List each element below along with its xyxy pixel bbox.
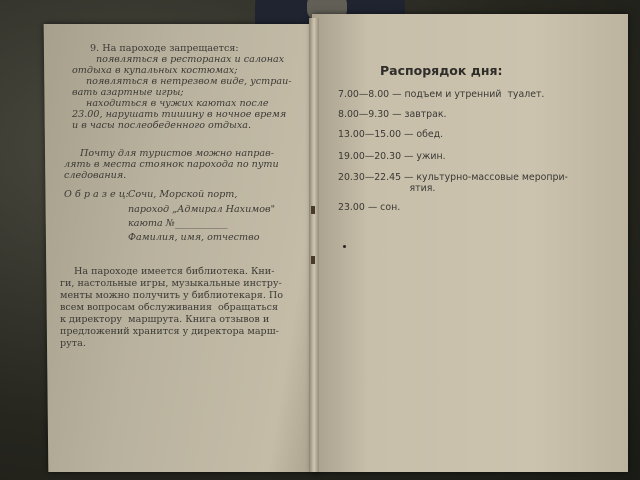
paper-speck — [343, 245, 346, 248]
rule-9-line: 9. На пароходе запрещается: — [90, 43, 239, 54]
schedule-row: 8.00—9.30 — завтрак. — [338, 109, 447, 120]
rule-9-line: появляться в нетрезвом виде, устраи- — [86, 76, 292, 87]
staple-bottom — [311, 256, 315, 264]
schedule-row: 19.00—20.30 — ужин. — [338, 151, 446, 162]
schedule-row: 13.00—15.00 — обед. — [338, 129, 444, 140]
library-line: рута. — [60, 338, 86, 349]
rule-9-line: отдыха в купальных костюмах; — [72, 65, 238, 76]
mail-line: Почту для туристов можно направ- — [80, 148, 274, 159]
sample-line: Сочи, Морской порт, — [128, 189, 238, 200]
sample-line: каюта №___________ — [128, 218, 228, 229]
rule-9-line: появляться в ресторанах и салонах — [96, 54, 285, 65]
rule-9-line: вать азартные игры; — [72, 87, 184, 98]
schedule-row: 7.00—8.00 — подъем и утренний туалет. — [338, 89, 545, 100]
schedule-heading: Распорядок дня: — [380, 63, 503, 78]
schedule-row: 20.30—22.45 — культурно-массовые меропри- ятия. — [338, 172, 568, 194]
rule-9-line: и в часы послеобеденного отдыха. — [72, 120, 252, 131]
rule-9-line: 23.00, нарушать тишину в ночное время — [72, 109, 287, 120]
booklet-spine — [309, 18, 319, 472]
library-line: предложений хранится у директора марш- — [60, 326, 279, 337]
mail-line: следования. — [64, 170, 127, 181]
library-line: менты можно получить у библиотекаря. По — [60, 290, 284, 301]
library-line: ги, настольные игры, музыкальные инстру- — [60, 278, 282, 289]
library-line: На пароходе имеется библиотека. Кни- — [74, 266, 275, 277]
sample-line: Фамилия, имя, отчество — [128, 232, 260, 243]
schedule-row: 23.00 — сон. — [338, 202, 401, 213]
rule-9-line: находиться в чужих каютах после — [86, 98, 269, 109]
library-line: всем вопросам обслуживания обращаться — [60, 302, 279, 313]
staple-top — [311, 206, 315, 214]
mail-line: лять в места стоянок парохода по пути — [64, 159, 279, 170]
sample-label: О б р а з е ц: — [64, 189, 129, 200]
sample-line: пароход „Адмирал Нахимов" — [128, 204, 276, 215]
library-line: к директору маршрута. Книга отзывов и — [60, 314, 270, 325]
right-page — [312, 14, 628, 472]
